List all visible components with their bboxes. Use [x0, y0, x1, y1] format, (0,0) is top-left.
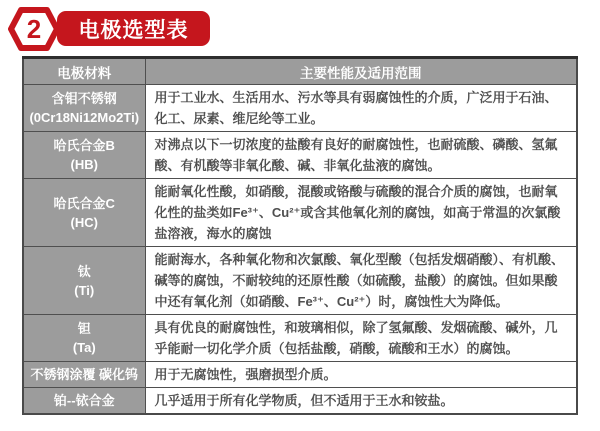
section-number-badge-icon	[8, 5, 60, 53]
material-name: 哈氏合金B	[53, 138, 115, 153]
description-cell: 用于无腐蚀性，强磨损型介质。	[145, 362, 577, 388]
material-cell	[23, 179, 145, 247]
material-name: 不锈钢涂覆 碳化钨	[30, 367, 139, 382]
column-header-description: 主要性能及适用范围	[145, 58, 577, 85]
material-code: (0Cr18Ni12Mo2Ti)	[29, 110, 140, 125]
material-cell	[23, 85, 145, 132]
title-banner	[57, 11, 210, 46]
table-header-row	[23, 58, 577, 85]
material-cell	[23, 132, 145, 179]
material-cell	[23, 247, 145, 315]
description-cell: 用于工业水、生活用水、污水等具有弱腐蚀性的介质，广泛用于石油、化工、尿素、维尼纶等工业。	[145, 85, 577, 132]
table-row	[23, 362, 577, 388]
material-name: 含钼不锈钢	[51, 91, 117, 106]
material-code: (Ti)	[74, 282, 95, 298]
material-name: 钽	[77, 321, 91, 336]
page-title: 电极选型表	[78, 18, 189, 42]
section-number: 2	[26, 14, 42, 44]
table-row	[23, 315, 577, 362]
material-name: 钛	[77, 263, 91, 279]
description-cell: 具有优良的耐腐蚀性，和玻璃相似，除了氢氟酸、发烟硫酸、碱外，几乎能耐一切化学介质（包括盐酸，硝酸，硫酸和王水）的腐蚀。	[145, 315, 577, 362]
material-name: 铂--铱合金	[53, 393, 115, 408]
table-row	[23, 247, 577, 315]
material-cell	[23, 388, 145, 415]
material-code: (Ta)	[72, 340, 96, 355]
table-row	[23, 179, 577, 247]
material-code: (HB)	[70, 157, 98, 172]
description-cell: 对沸点以下一切浓度的盐酸有良好的耐腐蚀性，也耐硫酸、磷酸、氢氟酸、有机酸等非氧化酸、碱、非氧化盐液的腐蚀。	[145, 132, 577, 179]
electrode-selection-table	[22, 56, 578, 415]
table-row	[23, 388, 577, 415]
material-name: 哈氏合金C	[53, 195, 115, 211]
description-cell: 几乎适用于所有化学物质，但不适用于王水和铵盐。	[145, 388, 577, 415]
table-row	[23, 132, 577, 179]
column-header-material: 电极材料	[23, 58, 145, 85]
material-cell	[23, 315, 145, 362]
description-cell: 能耐海水，各种氧化物和次氯酸、氧化型酸（包括发烟硝酸）、有机酸、碱等的腐蚀，不耐较纯的还原性酸（如硫酸，盐酸）的腐蚀。但如果酸中还有氧化剂（如硝酸、Fe³⁺、Cu²⁺）时，腐蚀性大为降低。	[145, 247, 577, 315]
page-header	[0, 0, 600, 56]
material-cell	[23, 362, 145, 388]
description-cell: 能耐氧化性酸，如硝酸，混酸或铬酸与硫酸的混合介质的腐蚀，也耐氧化性的盐类如Fe³⁺、Cu²⁺或含其他氧化剂的腐蚀，如高于常温的次氯酸盐溶液，海水的腐蚀	[145, 179, 577, 247]
material-code: (HC)	[70, 214, 98, 230]
table-row	[23, 85, 577, 132]
